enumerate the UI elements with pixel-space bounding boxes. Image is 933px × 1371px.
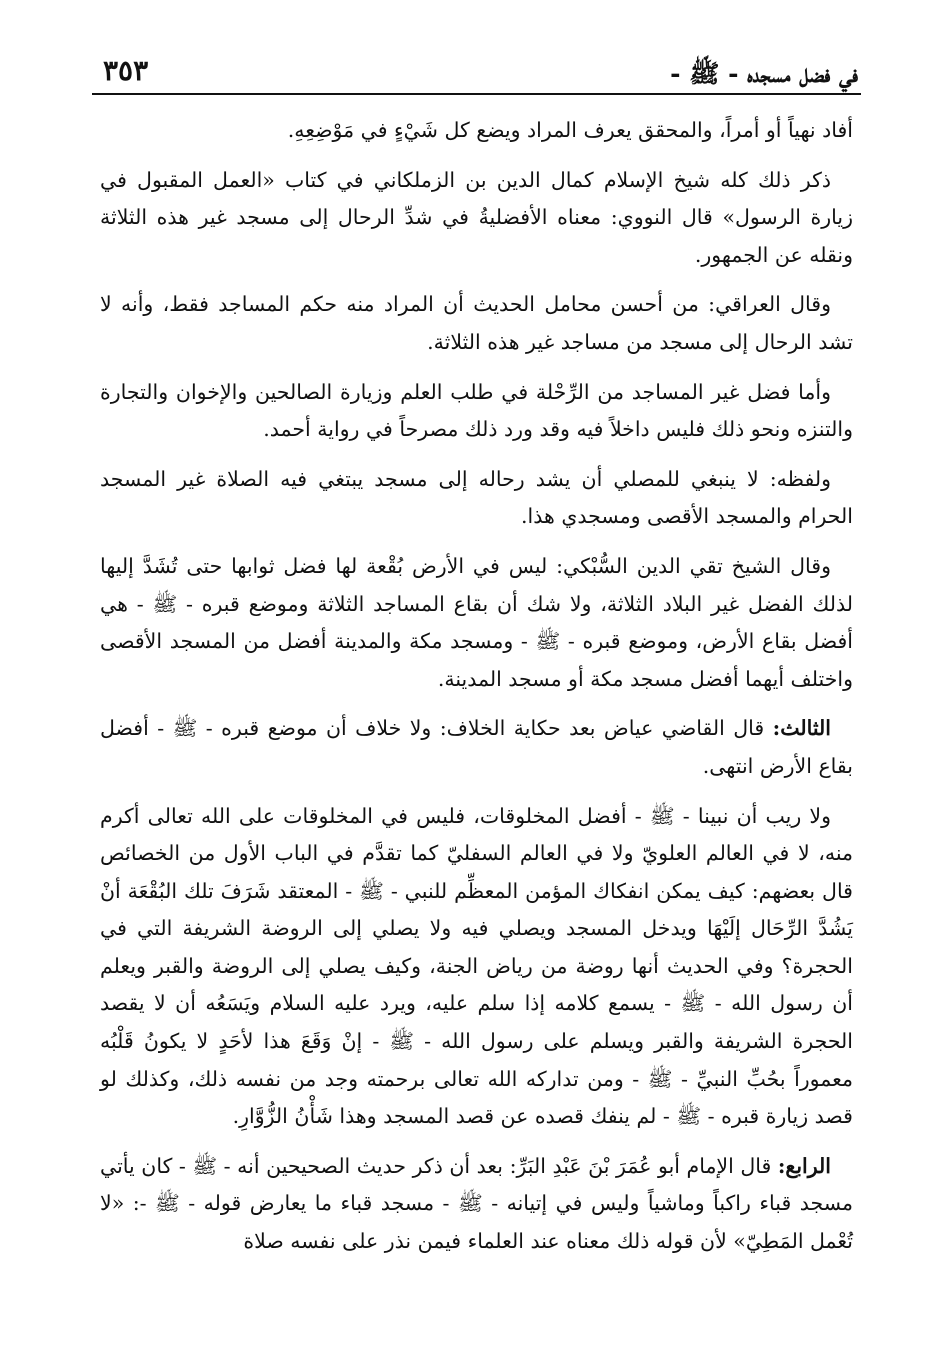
paragraph: ذكر ذلك كله شيخ الإسلام كمال الدين بن الزملكاني في كتاب «العمل المقبول في زيارة الرسول» قال النووي: معناه الأفضليةُ في شدِّ الرحال إلى مسجد غير هذه الثلاثة ونقله عن الجمهور. bbox=[100, 167, 853, 267]
paragraph: وأما فضل غير المساجد من الرِّحْلة في طلب العلم وزيارة الصالحين والإخوان والتجارة والتنزه ونحو ذلك فليس داخلاً فيه وقد ورد ذلك مصرحاً في رواية أحمد. bbox=[100, 379, 853, 442]
paragraph: وقال الشيخ تقي الدين السُّبْكي: ليس في الأرض بُقْعة لها فضل ثوابها حتى تُشَدَّ إليها لذلك الفضل غير البلاد الثلاثة، ولا شك أن بقاع المساجد الثلاثة وموضع قبره - ﷺ - هي أفضل بقاع الأرض، وموضع قبره - ﷺ - ومسجد مكة والمدينة أفضل من المسجد الأقصى واختلف أيهما أفضل مسجد مكة أو مسجد المدينة. bbox=[100, 553, 853, 691]
paragraph-third: الثالث: قال القاضي عياض بعد حكاية الخلاف: ولا خلاف أن موضع قبره - ﷺ - أفضل بقاع الأرض انتهى. bbox=[100, 716, 853, 778]
page-header bbox=[95, 48, 858, 92]
page-body bbox=[100, 112, 853, 1273]
section-lead: الثالث: bbox=[772, 716, 831, 741]
section-lead: الرابع: bbox=[777, 1153, 831, 1178]
paragraph: أفاد نهياً أو أمراً، والمحقق يعرف المراد ويضع كل شَيْءٍ في مَوْضِعِهِ. bbox=[287, 118, 853, 142]
paragraph: وقال العراقي: من أحسن محامل الحديث أن المراد منه حكم المساجد فقط، وأنه لا تشد الرحال إلى مسجد من مساجد غير هذه الثلاثة. bbox=[100, 292, 853, 354]
paragraph: ولا ريب أن نبينا - ﷺ - أفضل المخلوقات، فليس في المخلوقات على الله تعالى أكرم منه، لا في العالم العلويّ ولا في العالم السفليّ كما تقدَّم في الباب الأول من الخصائص قال بعضهم: كيف يمكن انفكاك المؤمن المعظِّم للنبي - ﷺ - المعتقد شَرَفَ تلك البُقْعَة أنْ يَشُدَّ الرِّحَال إلَيْهَا ويدخل المسجد ويصلي فيه ولا يصلي إلى الروضة الشريفة التي في الحجرة؟ وفي الحديث أنها روضة من رياض الجنة، وكيف يصلي إلى الروضة والقبر ويعلم أن رسول الله - ﷺ - يسمع كلامه إذا سلم عليه، ويرد عليه السلام ويَسَعُه أن لا يقصد الحجرة الشريفة والقبر ويسلم على رسول الله - ﷺ - إنْ وَقَعَ هذا لأحَدٍ لا يكونُ قَلْبُه معموراً بحُبِّ النبيِّ - ﷺ - ومن تداركه الله تعالى برحمته وجد من نفسه ذلك، وكذلك لو قصد زيارة قبره - ﷺ - لم ينفك قصده عن قصد المسجد وهذا شَأْنُ الزُّوَّارِ. bbox=[100, 803, 853, 1129]
header-rule bbox=[92, 93, 861, 95]
paragraph-fourth: الرابع: قال الإمام أبو عُمَرَ بْنَ عَبْدِ البَرِّ: بعد أن ذكر حديث الصحيحين أنه - ﷺ - كان يأتي مسجد قباء راكباً وماشياً وليس في إتيانه - ﷺ - مسجد قباء ما يعارض قوله - ﷺ -: «لا تُعْمل المَطِيّ» لأن قوله ذلك معناه عند العلماء فيمن نذر على نفسه صلاة bbox=[100, 1153, 853, 1254]
page-number: ٣٥٣ bbox=[103, 54, 149, 87]
running-title: في فضل مسجده - ﷺ - bbox=[670, 59, 858, 88]
paragraph: ولفظه: لا ينبغي للمصلي أن يشد رحاله إلى مسجد يبتغي فيه الصلاة غير المسجد الحرام والمسجد الأقصى ومسجدي هذا. bbox=[100, 466, 853, 529]
